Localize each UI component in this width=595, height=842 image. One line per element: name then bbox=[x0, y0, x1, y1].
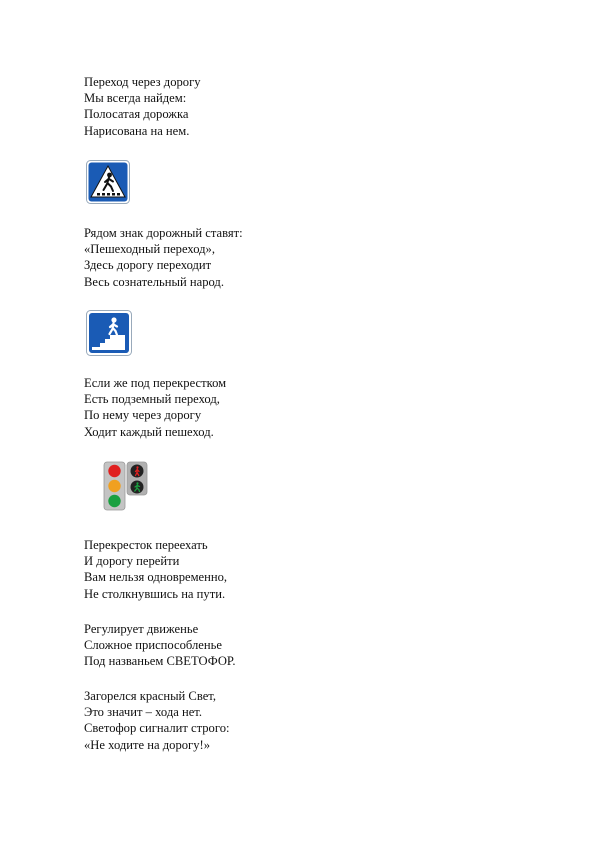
poem-line: Светофор сигналит строго: bbox=[84, 721, 230, 736]
traffic-light-icon bbox=[102, 460, 150, 512]
poem-line: Загорелся красный Свет, bbox=[84, 689, 217, 703]
poem-line: Регулирует движенье bbox=[84, 622, 199, 636]
poem-line: Здесь дорогу переходит bbox=[84, 258, 212, 273]
stanza-2 bbox=[84, 225, 243, 290]
stanza-6 bbox=[84, 688, 230, 753]
poem-line: Рядом знак дорожный ставят: bbox=[84, 226, 243, 240]
poem-line: «Не ходите на дорогу!» bbox=[84, 737, 210, 752]
poem-line: Мы всегда найдем: bbox=[84, 91, 187, 106]
stanza-3 bbox=[84, 375, 226, 440]
poem-line: Перекресток переехать bbox=[84, 538, 208, 552]
stanza-1 bbox=[84, 74, 201, 139]
poem-line: Сложное приспособленье bbox=[84, 638, 222, 653]
poem-line: Переход через дорогу bbox=[84, 75, 201, 89]
poem-line: Весь сознательный народ. bbox=[84, 274, 224, 289]
poem-line: Полосатая дорожка bbox=[84, 107, 189, 122]
poem-line: По нему через дорогу bbox=[84, 408, 202, 423]
pedestrian-crossing-sign-icon bbox=[86, 160, 130, 204]
poem-line: Ходит каждый пешеход. bbox=[84, 424, 214, 439]
poem-line: Нарисована на нем. bbox=[84, 123, 190, 138]
poem-line: Под названьем СВЕТОФОР. bbox=[84, 654, 236, 669]
poem-line: И дорогу перейти bbox=[84, 554, 180, 569]
stanza-5 bbox=[84, 621, 236, 670]
poem-line: Вам нельзя одновременно, bbox=[84, 570, 228, 585]
underground-crossing-sign-icon bbox=[86, 310, 132, 356]
poem-line: Есть подземный переход, bbox=[84, 392, 220, 407]
poem-line: Если же под перекрестком bbox=[84, 376, 227, 390]
poem-line: Это значит – хода нет. bbox=[84, 705, 202, 720]
poem-line: Не столкнувшись на пути. bbox=[84, 586, 226, 601]
poem-line: «Пешеходный переход», bbox=[84, 242, 216, 257]
stanza-4 bbox=[84, 537, 227, 602]
